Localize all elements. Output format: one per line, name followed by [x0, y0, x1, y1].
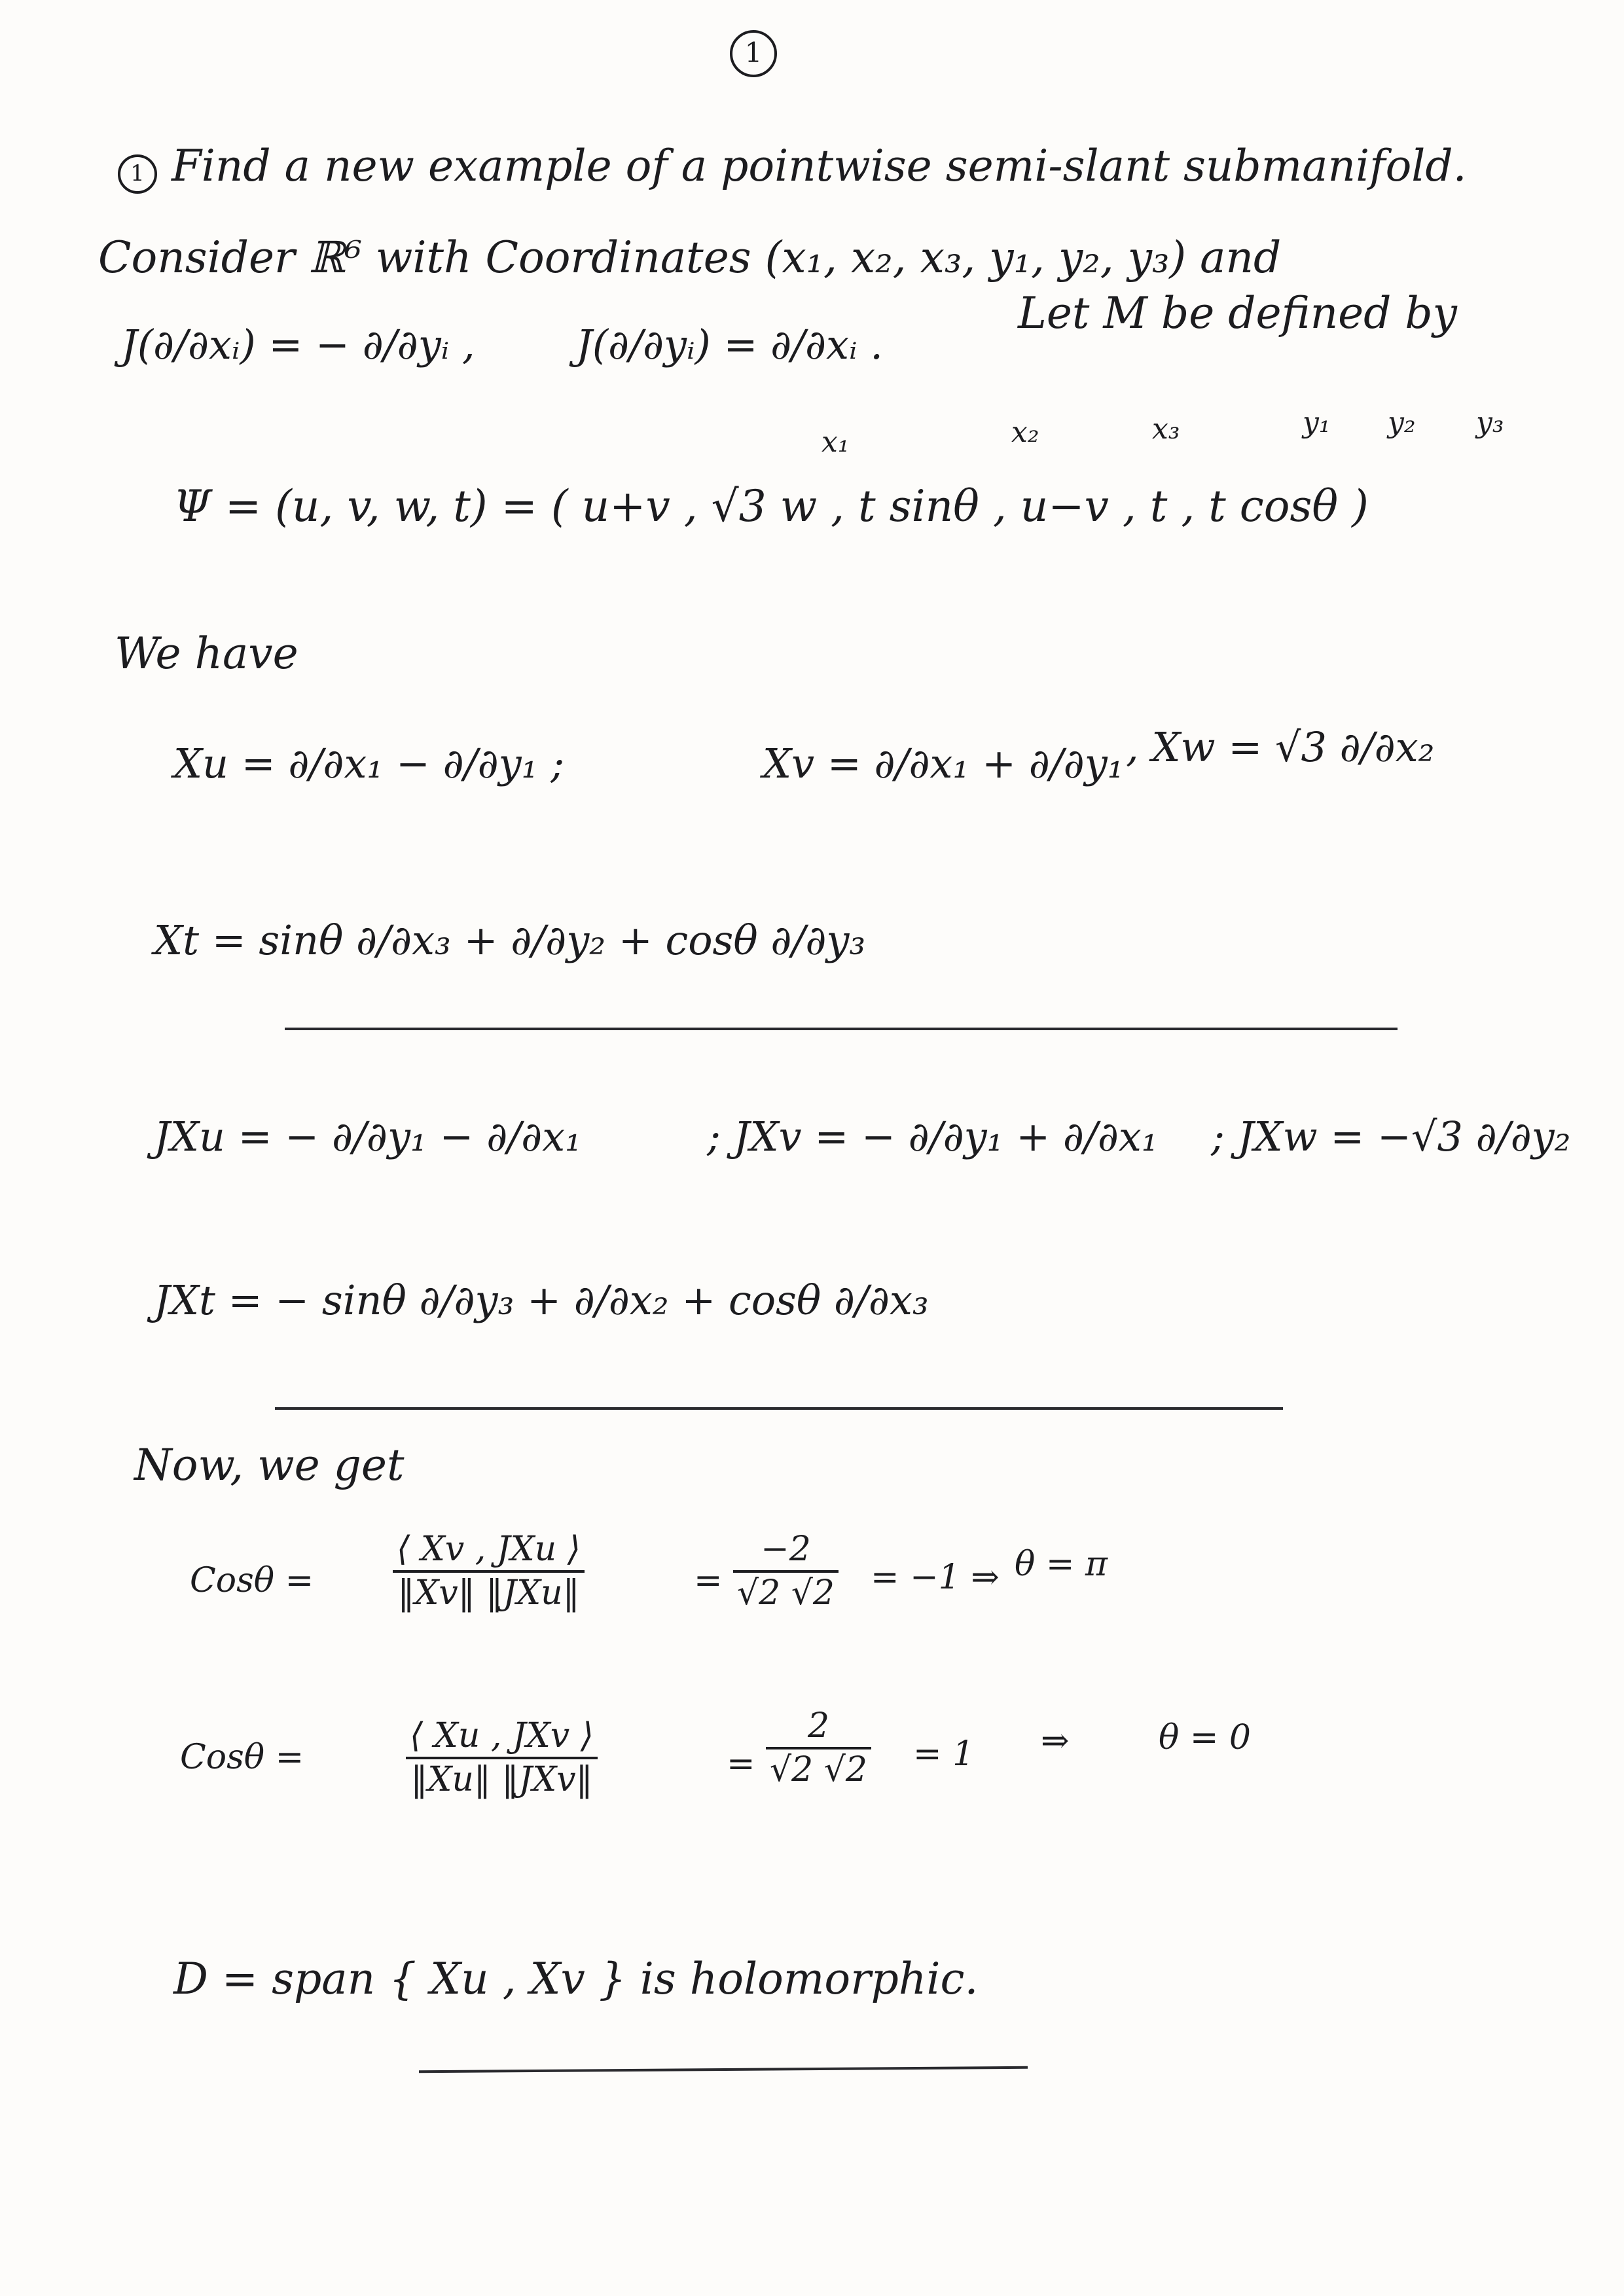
cos1-value-bar	[733, 1570, 839, 1573]
cos2-value-bar	[766, 1747, 871, 1749]
divider-1	[285, 1028, 1398, 1030]
cos2-numerator: ⟨ Xu , JXv ⟩	[410, 1716, 594, 1755]
cos1-value-denominator: √2 √2	[737, 1573, 835, 1613]
cos1-fraction-bar	[393, 1570, 585, 1573]
cos2-lhs: Cosθ =	[180, 1738, 304, 1777]
coord-label-y2: y₂	[1388, 406, 1416, 439]
cos2-equals: =	[727, 1744, 755, 1784]
cos1-numerator: ⟨ Xv , JXu ⟩	[397, 1530, 581, 1569]
jxt-vector: JXt = − sinθ ∂/∂y₃ + ∂/∂x₂ + cosθ ∂/∂x₃	[154, 1276, 929, 1324]
cos1-value-numerator: −2	[761, 1530, 811, 1569]
jxv-vector: ; JXv = − ∂/∂y₁ + ∂/∂x₁	[707, 1113, 1158, 1160]
now-we-get-label: Now, we get	[134, 1440, 405, 1490]
page-number: 1	[730, 20, 777, 77]
divider-2	[275, 1407, 1283, 1410]
problem-title: Find a new example of a pointwise semi-slant submanifold.	[171, 141, 1467, 191]
xt-vector: Xt = sinθ ∂/∂x₃ + ∂/∂y₂ + cosθ ∂/∂y₃	[154, 916, 866, 964]
cos1-tail: = −1 ⇒	[871, 1558, 1000, 1597]
cos2-result: θ = 0	[1159, 1718, 1252, 1757]
coord-label-x3: x₃	[1152, 412, 1180, 446]
conclusion-underline	[419, 2066, 1028, 2073]
cos1-value-fraction	[733, 1532, 839, 1611]
cos1-fraction	[393, 1532, 585, 1611]
setup-line: Consider ℝ⁶ with Coordinates (x₁, x₂, x₃, y₁, y₂, y₃) and	[98, 232, 1282, 283]
coord-label-y1: y₁	[1303, 406, 1331, 439]
cos2-value-denominator: √2 √2	[770, 1749, 867, 1789]
j-definition-x: J(∂/∂xᵢ) = − ∂/∂yᵢ ,	[121, 321, 475, 368]
let-m-text: Let M be defined by	[1018, 288, 1457, 338]
conclusion-text: D = span { Xu , Xv } is holomorphic.	[173, 1954, 979, 2004]
cos1-denominator: ‖Xv‖ ‖JXu‖	[397, 1573, 580, 1613]
cos1-result: θ = π	[1015, 1545, 1108, 1584]
coord-label-x1: x₁	[821, 425, 850, 459]
cos2-denominator: ‖Xu‖ ‖JXv‖	[410, 1759, 593, 1799]
jxu-vector: JXu = − ∂/∂y₁ − ∂/∂x₁	[154, 1113, 582, 1160]
xu-vector: Xu = ∂/∂x₁ − ∂/∂y₁ ;	[173, 740, 565, 787]
j-definition-y: J(∂/∂yᵢ) = ∂/∂xᵢ .	[576, 321, 883, 368]
problem-bullet: 1	[118, 154, 157, 194]
jxw-vector: ; JXw = −√3 ∂/∂y₂	[1211, 1113, 1571, 1160]
cos1-lhs: Cosθ =	[190, 1561, 314, 1600]
cos2-fraction-bar	[406, 1757, 598, 1759]
cos2-fraction	[406, 1718, 598, 1797]
we-have-label: We have	[115, 628, 298, 679]
coord-label-y3: y₃	[1476, 406, 1504, 439]
cos2-arrow: ⇒	[1041, 1721, 1070, 1761]
cos1-equals: =	[694, 1561, 723, 1600]
cos2-tail: = 1	[913, 1734, 975, 1774]
xw-vector: , Xw = √3 ∂/∂x₂	[1126, 723, 1435, 771]
psi-definition: Ψ = (u, v, w, t) = ( u+v , √3 w , t sinθ , u−v , t , t cosθ )	[173, 481, 1369, 531]
cos2-value-fraction	[766, 1708, 871, 1787]
xv-vector: Xv = ∂/∂x₁ + ∂/∂y₁	[763, 740, 1124, 787]
coord-label-x2: x₂	[1011, 416, 1039, 449]
cos2-value-numerator: 2	[807, 1706, 830, 1746]
problem-statement	[118, 141, 1467, 194]
